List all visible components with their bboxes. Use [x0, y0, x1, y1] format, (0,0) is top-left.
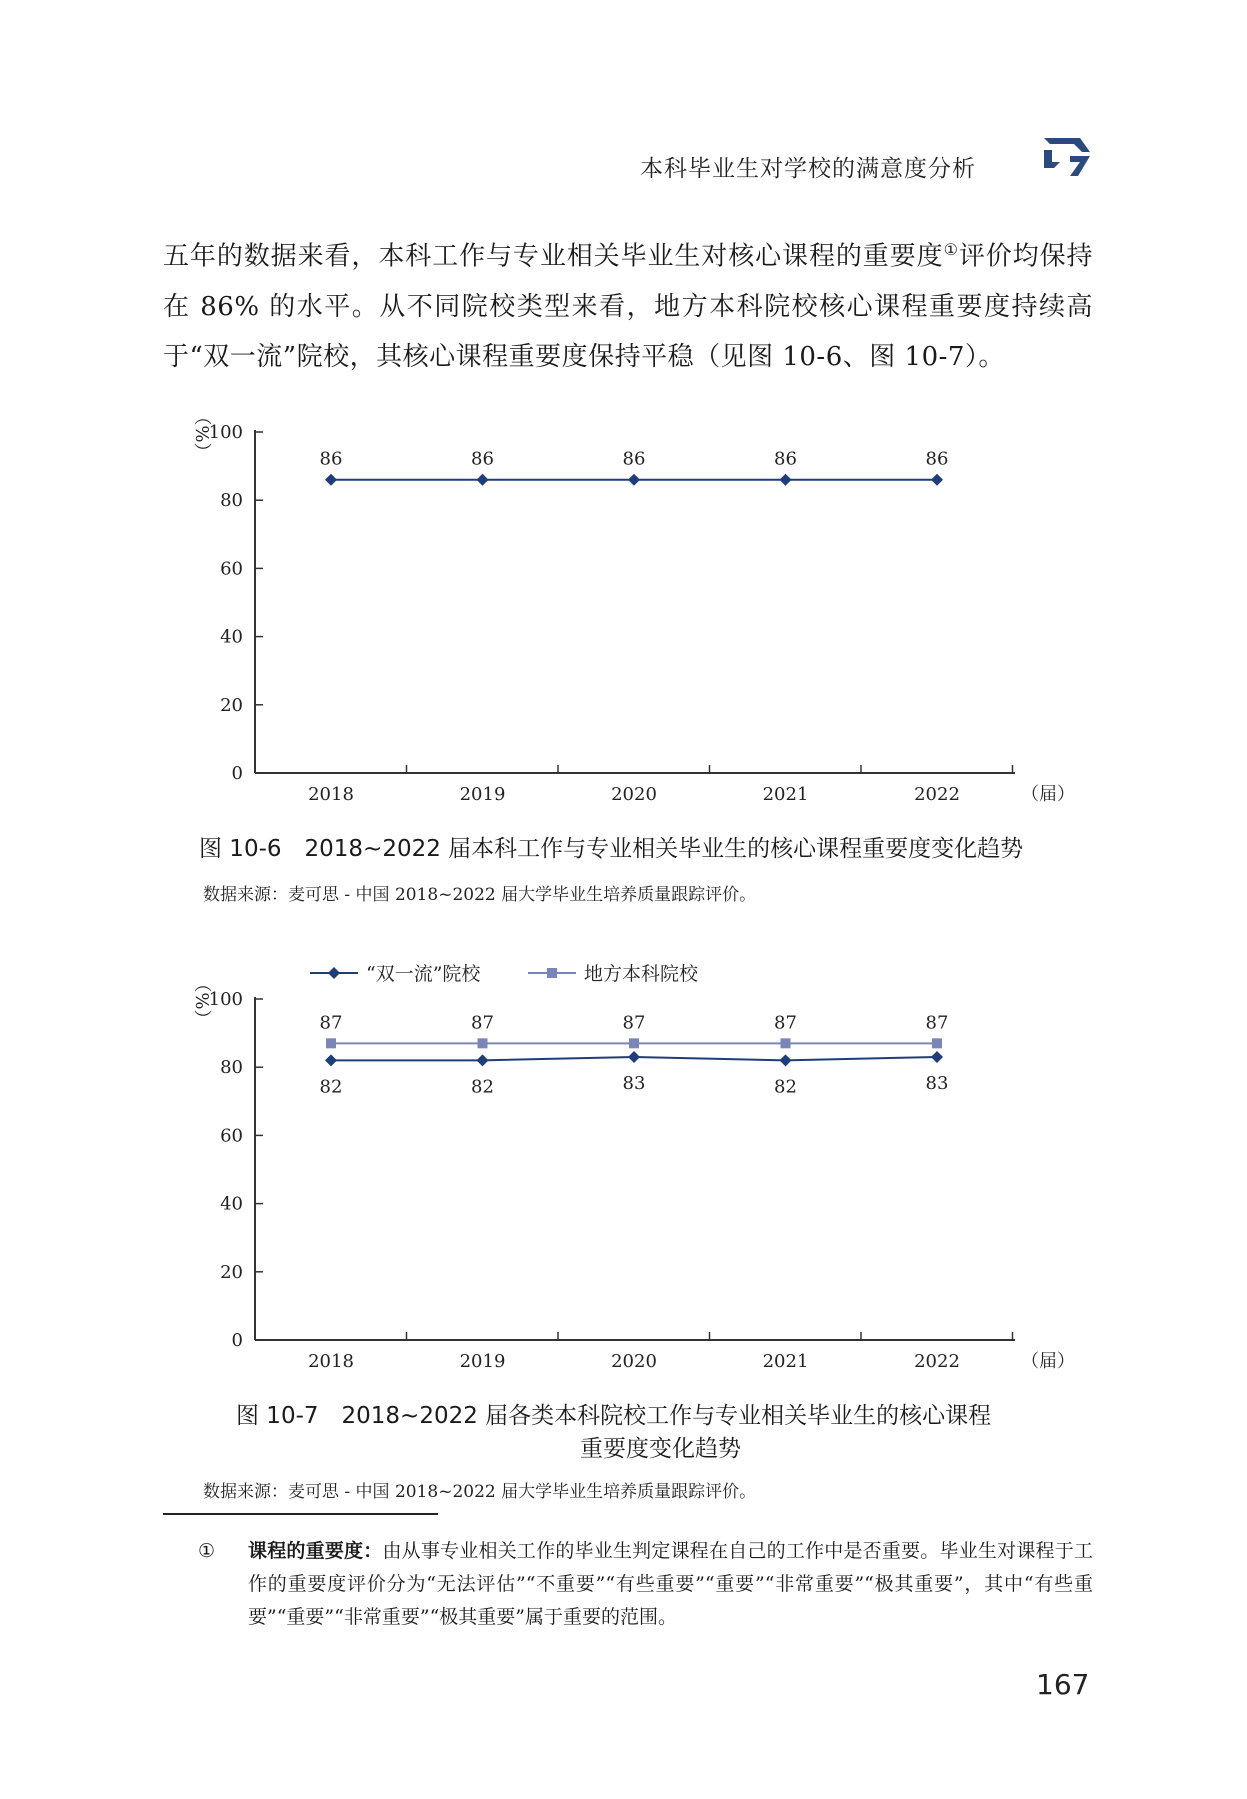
chart2-data-label: 87: [774, 1012, 797, 1034]
chart2-point-diamond: [780, 1054, 792, 1066]
chart2-data-label: 82: [319, 1076, 343, 1098]
chart2-legend-marker-diamond: [328, 967, 340, 979]
chart2-x-tick-label: 2021: [762, 1351, 809, 1372]
chart1-point-diamond: [780, 474, 792, 486]
chart1-y-axis-unit: （%）: [191, 407, 212, 461]
chart1-x-tick-label: 2022: [914, 784, 960, 805]
chart2-data-label: 83: [925, 1072, 949, 1094]
chart1-y-tick-label: 40: [220, 626, 243, 648]
footnote-body: [248, 1535, 1093, 1634]
chart2-data-label: 87: [319, 1012, 343, 1034]
chart2-x-tick-label: 2020: [611, 1351, 657, 1372]
chart2-data-label: 83: [622, 1072, 646, 1094]
chart2-point-diamond: [931, 1051, 943, 1063]
chart2-point-diamond: [628, 1051, 640, 1063]
chart2-y-tick-label: 20: [220, 1261, 243, 1283]
chart1-x-axis-unit: （届）: [1021, 784, 1075, 805]
figure-2-source: 数据来源：麦可思 - 中国 2018~2022 届大学毕业生培养质量跟踪评价。: [203, 1482, 757, 1502]
chart1-x-tick-label: 2019: [459, 784, 506, 805]
chart2-data-label: 82: [471, 1076, 494, 1098]
chart2-legend-label: 地方本科院校: [584, 963, 699, 985]
chart1-y-tick-label: 60: [220, 558, 243, 580]
page-number: 167: [1036, 1668, 1090, 1701]
footnote-divider: [163, 1513, 438, 1515]
chart1-y-tick-label: 80: [220, 490, 243, 512]
chart1-y-tick-label: 100: [208, 422, 243, 443]
chart2-y-axis-unit: （%）: [191, 974, 212, 1028]
running-header-title: 本科毕业生对学校的满意度分析: [640, 156, 976, 182]
footnote-reference[interactable]: ①: [943, 240, 959, 259]
figure-2-caption-line2: 重要度变化趋势: [580, 1436, 741, 1462]
chart1-x-tick-label: 2021: [762, 784, 809, 805]
chart2-y-tick-label: 80: [220, 1057, 243, 1079]
chart1-y-tick-label: 0: [231, 763, 243, 784]
chart2-point-square: [629, 1038, 639, 1048]
body-text-before: 五年的数据来看，本科工作与专业相关毕业生对核心课程的重要度: [163, 241, 944, 272]
footnote-term: 课程的重要度：: [248, 1540, 383, 1562]
chart2-point-square: [478, 1038, 488, 1048]
figure-1-source: 数据来源：麦可思 - 中国 2018~2022 届大学毕业生培养质量跟踪评价。: [203, 885, 757, 905]
chart2-legend-marker-square: [547, 968, 557, 978]
footnote: [200, 1535, 1093, 1634]
chart1-data-label: 86: [471, 448, 494, 470]
chart1-point-diamond: [477, 474, 489, 486]
chart2-point-square: [326, 1038, 336, 1048]
chart1-y-tick-label: 20: [220, 694, 243, 716]
chart2-y-tick-label: 40: [220, 1193, 243, 1215]
chart1-x-tick-label: 2018: [308, 784, 354, 805]
chart2-y-tick-label: 60: [220, 1125, 243, 1147]
chart1-x-tick-label: 2020: [611, 784, 657, 805]
chart1-point-diamond: [628, 474, 640, 486]
figure-2-caption-line1: 图 10-7 2018~2022 届各类本科院校工作与专业相关毕业生的核心课程: [236, 1403, 992, 1429]
chart2-x-tick-label: 2018: [308, 1351, 354, 1372]
chart2-x-tick-label: 2019: [459, 1351, 506, 1372]
chart1-data-label: 86: [774, 448, 797, 470]
chart2-data-label: 87: [471, 1012, 494, 1034]
chart1-point-diamond: [325, 474, 337, 486]
figure-1-caption: 图 10-6 2018~2022 届本科工作与专业相关毕业生的核心课程重要度变化趋势: [199, 836, 1024, 862]
chart2-point-diamond: [325, 1054, 337, 1066]
chart1-data-label: 86: [622, 448, 646, 470]
chart2-point-square: [781, 1038, 791, 1048]
chart2-data-label: 87: [622, 1012, 646, 1034]
chart2-x-tick-label: 2022: [914, 1351, 960, 1372]
chart1-data-label: 86: [319, 448, 343, 470]
chart2-data-label: 87: [925, 1012, 949, 1034]
body-text-after: 评价均保持在 86% 的水平。从不同院校类型来看，地方本科院校核心课程重要度持续高于“双一流”院校，其核心课程重要度保持平稳（见图 10-6、图 10-7）。: [163, 241, 1093, 372]
footnote-mark: ①: [198, 1540, 216, 1562]
chart1-data-label: 86: [925, 448, 949, 470]
chart2-data-label: 82: [774, 1076, 797, 1098]
chart1-point-diamond: [931, 474, 943, 486]
chart2-y-tick-label: 0: [231, 1330, 243, 1351]
chart2-x-axis-unit: （届）: [1021, 1351, 1075, 1372]
chart2-point-diamond: [477, 1054, 489, 1066]
chart2-y-tick-label: 100: [208, 989, 243, 1010]
chart2-point-square: [932, 1038, 942, 1048]
footnote-text: 由从事专业相关工作的毕业生判定课程在自己的工作中是否重要。毕业生对课程于工作的重要度评价分为“无法评估”“不重要”“有些重要”“重要”“非常重要”“极其重要”，其中“有些重要”“重要”“非常重要”“极其重要”属于重要的范围。: [248, 1540, 1093, 1628]
chart2-legend-label: “双一流”院校: [366, 963, 481, 985]
